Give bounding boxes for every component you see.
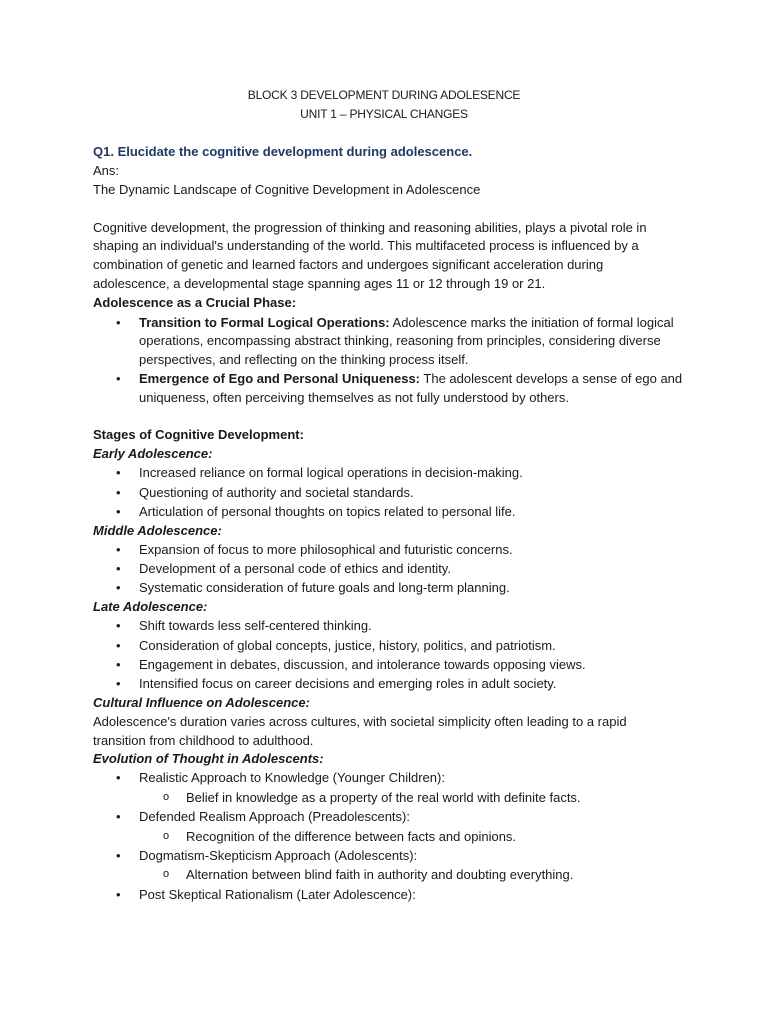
bullet-icon: • bbox=[116, 371, 121, 386]
bullet-icon: • bbox=[116, 485, 121, 500]
list-item: Expansion of focus to more philosophical and futuristic concerns. bbox=[139, 542, 513, 557]
bullet-icon: • bbox=[116, 657, 121, 672]
bullet-icon: • bbox=[116, 770, 121, 785]
list-item: Articulation of personal thoughts on topics related to personal life. bbox=[139, 504, 516, 519]
bullet-icon: • bbox=[116, 618, 121, 633]
list-item-continuation: uniqueness, often perceiving themselves as not fully understood by others. bbox=[139, 390, 569, 405]
bullet-icon: • bbox=[116, 887, 121, 902]
cultural-influence-label: Cultural Influence on Adolescence: bbox=[93, 695, 310, 710]
list-item: Engagement in debates, discussion, and intolerance towards opposing views. bbox=[139, 657, 586, 672]
list-item-term: Emergence of Ego and Personal Uniqueness: bbox=[139, 371, 421, 386]
list-item: Development of a personal code of ethics and identity. bbox=[139, 561, 451, 576]
sub-list-item: Belief in knowledge as a property of the real world with definite facts. bbox=[186, 790, 581, 805]
late-adolescence-label: Late Adolescence: bbox=[93, 599, 208, 614]
answer-label: Ans: bbox=[93, 163, 120, 178]
list-item: Defended Realism Approach (Preadolescents): bbox=[139, 809, 410, 824]
question-heading: Q1. Elucidate the cognitive development during adolescence. bbox=[93, 144, 473, 159]
sub-bullet-icon: o bbox=[163, 791, 170, 803]
bullet-icon: • bbox=[116, 561, 121, 576]
middle-adolescence-label: Middle Adolescence: bbox=[93, 523, 222, 538]
list-item: Shift towards less self-centered thinking. bbox=[139, 618, 372, 633]
list-item: Realistic Approach to Knowledge (Younger Children): bbox=[139, 770, 445, 785]
bullet-icon: • bbox=[116, 542, 121, 557]
bullet-icon: • bbox=[116, 465, 121, 480]
bullet-icon: • bbox=[116, 676, 121, 691]
sub-bullet-icon: o bbox=[163, 830, 170, 842]
intro-line: adolescence, a developmental stage spanning ages 11 or 12 through 19 or 21. bbox=[93, 276, 546, 291]
crucial-phase-heading: Adolescence as a Crucial Phase: bbox=[93, 295, 297, 310]
intro-line: Cognitive development, the progression of thinking and reasoning abilities, plays a pivotal role in bbox=[93, 220, 647, 235]
list-item bbox=[139, 371, 682, 386]
intro-line: shaping an individual's understanding of the world. This multifaceted process is influenced by a bbox=[93, 238, 639, 253]
bullet-icon: • bbox=[116, 809, 121, 824]
answer-subtitle: The Dynamic Landscape of Cognitive Development in Adolescence bbox=[93, 182, 481, 197]
list-item: Consideration of global concepts, justice, history, politics, and patriotism. bbox=[139, 638, 556, 653]
early-adolescence-label: Early Adolescence: bbox=[93, 446, 213, 461]
list-item bbox=[139, 315, 674, 330]
bullet-icon: • bbox=[116, 580, 121, 595]
list-item-term: Transition to Formal Logical Operations: bbox=[139, 315, 390, 330]
sub-list-item: Alternation between blind faith in authority and doubting everything. bbox=[186, 867, 574, 882]
intro-line: combination of genetic and learned factors and undergoes significant acceleration during bbox=[93, 257, 604, 272]
cultural-line: Adolescence's duration varies across cultures, with societal simplicity often leading to a rapid bbox=[93, 714, 627, 729]
sub-bullet-icon: o bbox=[163, 868, 170, 880]
list-item: Increased reliance on formal logical operations in decision-making. bbox=[139, 465, 523, 480]
list-item: Intensified focus on career decisions and emerging roles in adult society. bbox=[139, 676, 557, 691]
list-item-continuation: operations, encompassing abstract thinking, reasoning from principles, considering diverse bbox=[139, 333, 661, 348]
cultural-line: transition from childhood to adulthood. bbox=[93, 733, 314, 748]
list-item: Dogmatism-Skepticism Approach (Adolescents): bbox=[139, 848, 418, 863]
bullet-icon: • bbox=[116, 315, 121, 330]
list-item-text: Adolescence marks the initiation of formal logical bbox=[389, 315, 674, 330]
sub-list-item: Recognition of the difference between facts and opinions. bbox=[186, 829, 517, 844]
bullet-icon: • bbox=[116, 638, 121, 653]
list-item: Systematic consideration of future goals and long-term planning. bbox=[139, 580, 510, 595]
list-item: Post Skeptical Rationalism (Later Adolescence): bbox=[139, 887, 416, 902]
list-item-text: The adolescent develops a sense of ego and bbox=[420, 371, 683, 386]
bullet-icon: • bbox=[116, 848, 121, 863]
evolution-label: Evolution of Thought in Adolescents: bbox=[93, 751, 324, 766]
stages-heading: Stages of Cognitive Development: bbox=[93, 427, 304, 442]
block-title: BLOCK 3 DEVELOPMENT DURING ADOLESENCE bbox=[247, 88, 521, 102]
list-item-continuation: perspectives, and reflecting on the thinking process itself. bbox=[139, 352, 469, 367]
list-item: Questioning of authority and societal standards. bbox=[139, 485, 414, 500]
unit-title: UNIT 1 – PHYSICAL CHANGES bbox=[300, 107, 468, 121]
bullet-icon: • bbox=[116, 504, 121, 519]
